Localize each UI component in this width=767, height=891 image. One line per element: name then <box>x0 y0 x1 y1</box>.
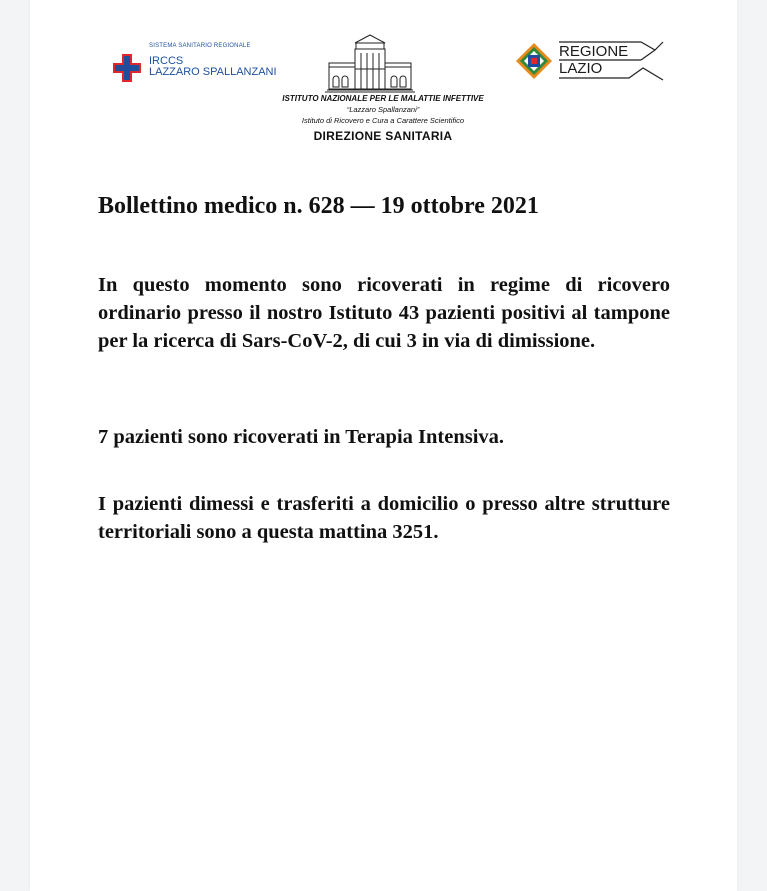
regione-lazio-logo <box>515 40 665 85</box>
department-name: DIREZIONE SANITARIA <box>313 129 453 143</box>
document-page <box>30 0 737 891</box>
institute-name: ISTITUTO NAZIONALE PER LE MALATTIE INFETTIVE <box>282 94 484 103</box>
institute-description: Istituto di Ricovero e Cura a Carattere Scientifico <box>301 116 465 125</box>
spallanzani-logo <box>113 43 283 83</box>
spallanzani-label: LAZZARO SPALLANZANI <box>149 66 277 78</box>
bulletin-paragraph-hospitalized: In questo momento sono ricoverati in regime di ricovero ordinario presso il nostro Istituto 43 pazienti positivi al tampone per la ricerca di Sars-CoV-2, di cui 3 in via di dimissione. <box>98 274 670 352</box>
chevron-frame-icon <box>559 40 665 82</box>
regione-label: REGIONE <box>559 43 629 60</box>
medical-cross-icon <box>113 54 141 82</box>
bulletin-title: Bollettino medico n. 628 — 19 ottobre 2021 <box>98 193 539 219</box>
bulletin-paragraph-intensive-care: 7 pazienti sono ricoverati in Terapia Intensiva. <box>98 426 505 448</box>
lazio-label: LAZIO <box>559 60 603 77</box>
irccs-label: IRCCS <box>149 55 184 67</box>
regional-system-caption: SISTEMA SANITARIO REGIONALE <box>149 43 251 49</box>
institute-building-icon <box>325 33 415 93</box>
institute-heading <box>225 93 541 144</box>
institute-subtitle: “Lazzaro Spallanzani” <box>346 105 420 114</box>
bulletin-paragraph-discharged: I pazienti dimessi e trasferiti a domicilio o presso altre strutture territoriali sono a questa mattina 3251. <box>98 493 670 543</box>
lazio-emblem-icon <box>515 42 553 80</box>
